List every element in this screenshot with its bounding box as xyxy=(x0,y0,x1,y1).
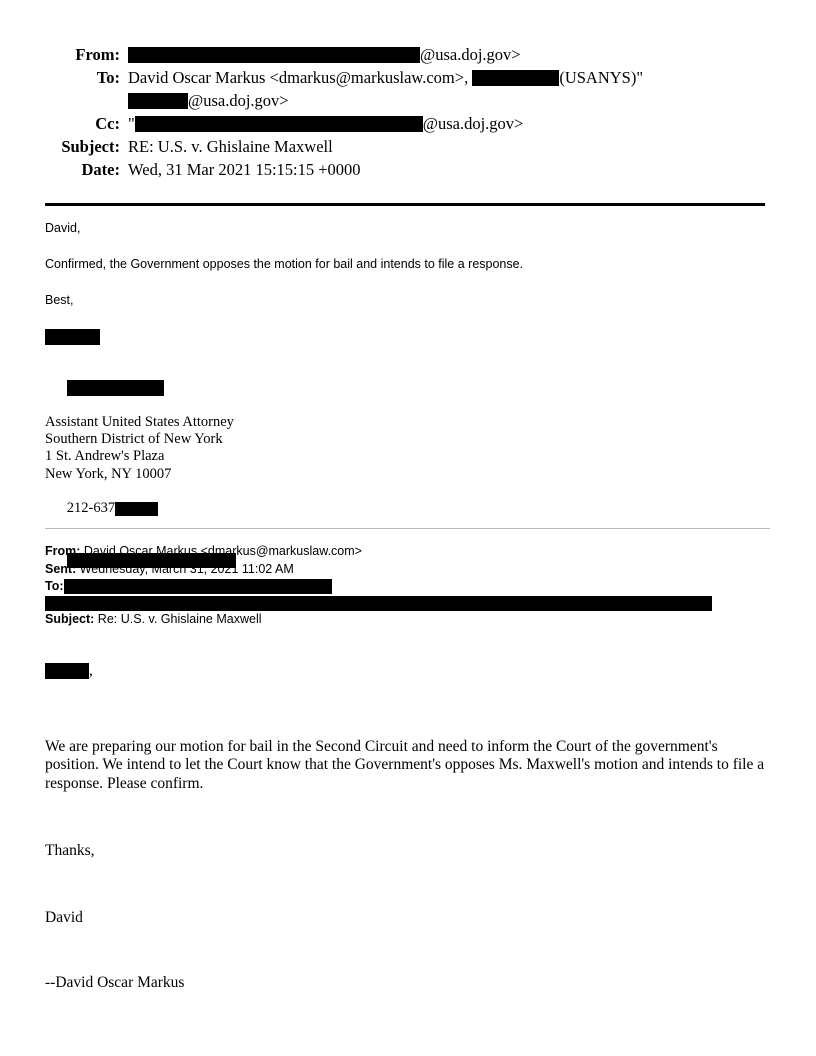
header-to-recipient: David Oscar Markus <dmarkus@markuslaw.com>, xyxy=(128,68,473,87)
quoted-paragraph: We are preparing our motion for bail in the Second Circuit and need to inform the Court of the government's position. We intend to let the Court know that the Government's opposes Ms. Maxwell's motion and intends to file a response. Please confirm. xyxy=(45,737,765,793)
header-label-to: To: xyxy=(96,68,120,87)
quoted-message-divider xyxy=(45,528,770,529)
header-label-cc: Cc: xyxy=(95,114,120,133)
redaction-bar xyxy=(45,596,712,611)
reply-signature-name-redaction xyxy=(45,328,770,345)
signature-office: Southern District of New York xyxy=(45,431,223,448)
signature-address-line-2: New York, NY 10007 xyxy=(45,465,172,482)
header-cc-domain: @usa.doj.gov> xyxy=(422,114,524,133)
redaction-bar xyxy=(128,47,420,63)
quoted-value-from: David Oscar Markus <dmarkus@markuslaw.com> xyxy=(83,544,362,558)
quoted-row-from xyxy=(45,543,770,561)
quoted-row-to xyxy=(45,578,770,596)
redaction-bar xyxy=(472,70,559,86)
quoted-greeting xyxy=(45,662,770,681)
signature-phone-prefix: 212-637 xyxy=(66,500,116,517)
header-value-to-continued xyxy=(128,90,770,111)
header-value-cc xyxy=(128,113,770,134)
quoted-row-subject xyxy=(45,611,770,629)
quoted-message-body xyxy=(45,662,770,993)
header-label-subject: Subject: xyxy=(61,137,120,156)
signature-title: Assistant United States Attorney xyxy=(45,413,234,430)
header-row-to xyxy=(45,67,770,88)
redaction-bar xyxy=(45,329,100,345)
quoted-label-sent: Sent: xyxy=(45,561,77,576)
header-value-subject xyxy=(128,136,770,157)
quoted-value-sent: Wednesday, March 31, 2021 11:02 AM xyxy=(79,561,294,576)
header-cc-quote: " xyxy=(128,114,135,133)
header-row-subject xyxy=(45,136,770,157)
header-row-to-continued xyxy=(45,90,770,111)
email-header xyxy=(45,44,770,182)
redaction-bar xyxy=(64,579,332,594)
redaction-bar xyxy=(45,663,89,679)
redaction-bar xyxy=(128,93,188,109)
reply-body xyxy=(45,220,770,345)
quoted-label-from: From: xyxy=(45,544,81,558)
header-row-from xyxy=(45,44,770,65)
spacer xyxy=(45,861,770,909)
quoted-message-header xyxy=(45,543,770,628)
quoted-row-to-continued xyxy=(45,596,770,611)
header-value-date xyxy=(128,159,770,180)
header-label-from: From: xyxy=(75,45,120,64)
header-row-date xyxy=(45,159,770,180)
quoted-signoff: --David Oscar Markus xyxy=(45,974,185,992)
quoted-name: David xyxy=(45,908,83,926)
quoted-greeting-comma: , xyxy=(89,662,93,679)
reply-closing: Best, xyxy=(45,293,74,307)
header-value-to xyxy=(128,67,770,88)
quoted-label-subject: Subject: xyxy=(45,611,95,626)
redaction-bar xyxy=(67,380,164,396)
header-to-domain: @usa.doj.gov> xyxy=(188,91,289,110)
reply-greeting: David, xyxy=(45,221,81,235)
signature-name-redaction xyxy=(45,362,770,414)
quoted-row-sent xyxy=(45,561,770,579)
redaction-bar xyxy=(135,116,423,132)
spacer xyxy=(45,927,770,974)
quoted-value-subject: Re: U.S. v. Ghislaine Maxwell xyxy=(97,611,262,626)
header-date-text: Wed, 31 Mar 2021 15:15:15 +0000 xyxy=(128,160,361,179)
header-from-domain: @usa.doj.gov> xyxy=(420,45,521,64)
header-value-from xyxy=(128,44,770,65)
signature-address-line-1: 1 St. Andrew's Plaza xyxy=(45,448,165,465)
reply-paragraph: Confirmed, the Government opposes the motion for bail and intends to file a response. xyxy=(45,257,524,271)
header-row-cc xyxy=(45,113,770,134)
header-label-date: Date: xyxy=(81,160,120,179)
header-to-suffix: (USANYS)" xyxy=(559,68,644,87)
header-divider xyxy=(45,203,765,206)
header-subject-text: RE: U.S. v. Ghislaine Maxwell xyxy=(128,137,333,156)
quoted-thanks: Thanks, xyxy=(45,841,95,859)
redaction-bar xyxy=(115,502,158,516)
quoted-label-to: To: xyxy=(45,579,64,593)
spacer xyxy=(45,681,770,738)
spacer xyxy=(45,794,770,842)
